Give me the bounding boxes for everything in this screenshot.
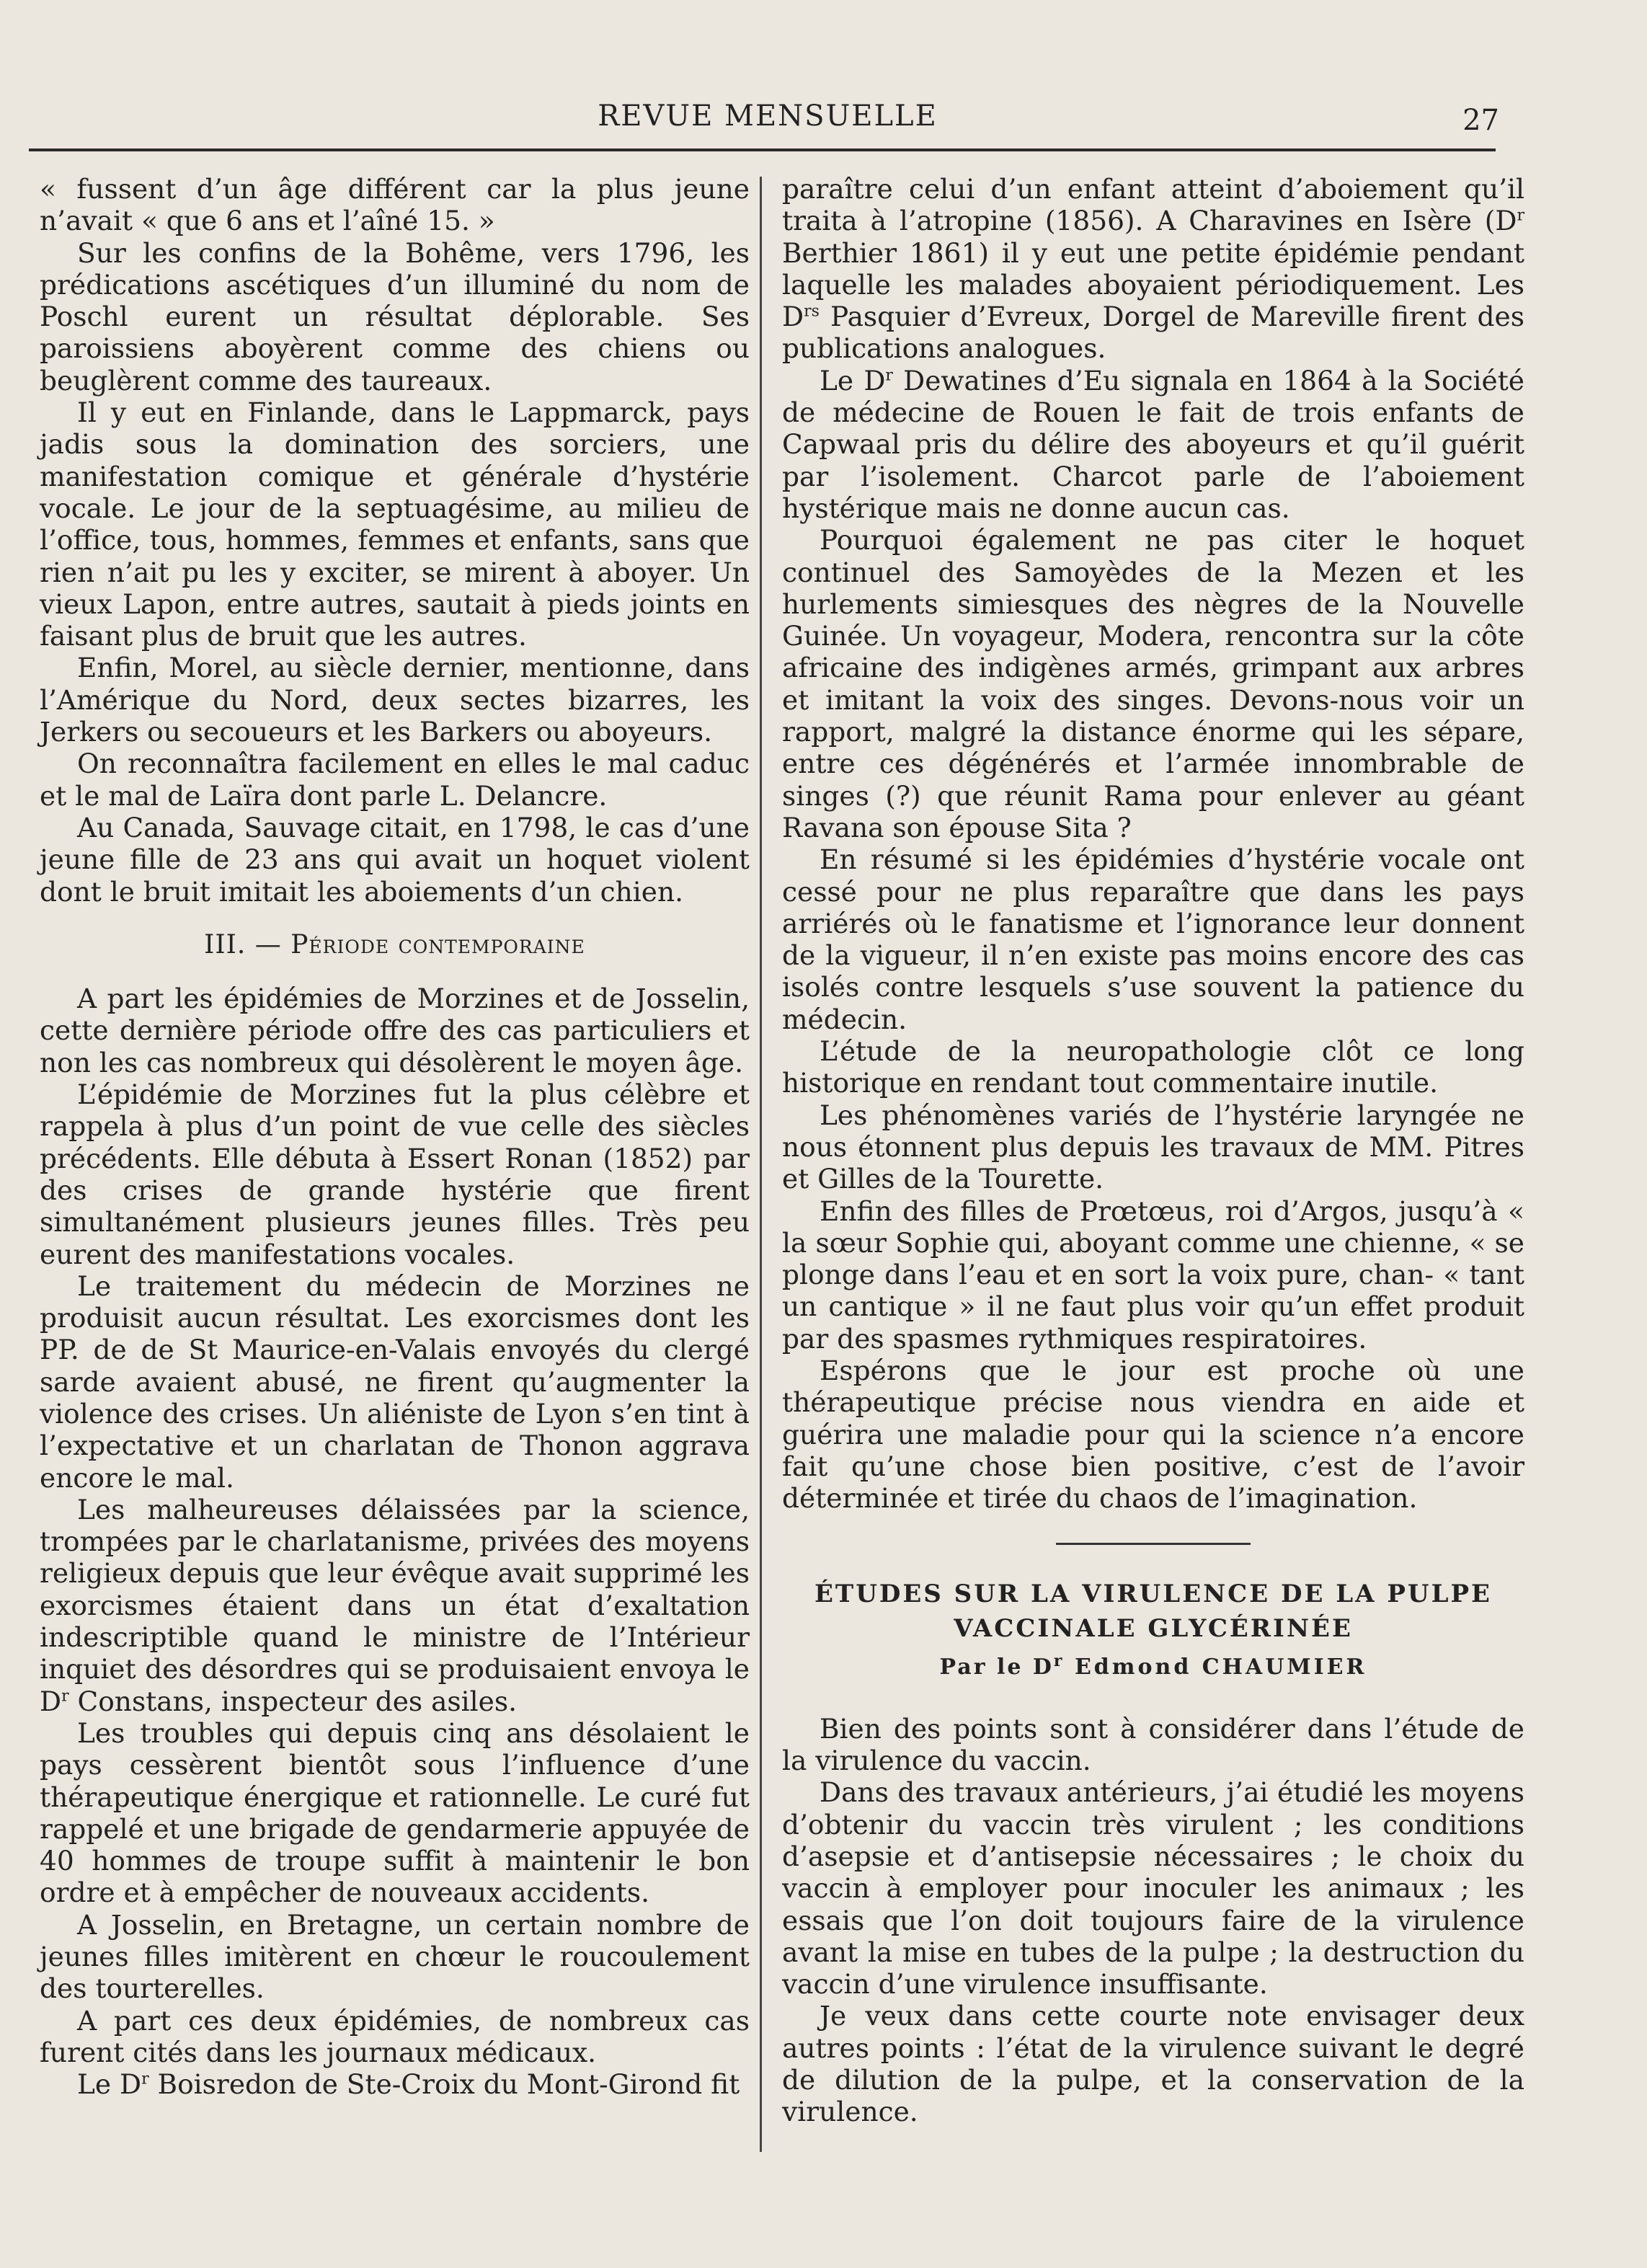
paragraph: On reconnaîtra facilement en elles le mal caduc et le mal de Laïra dont parle L. Delancre. xyxy=(40,748,750,812)
text-run: Pasquier d’Evreux, Dorgel de Mareville firent des publications analogues. xyxy=(782,301,1524,365)
superscript: r xyxy=(1053,1652,1065,1671)
section-title: Période contemporaine xyxy=(290,929,585,960)
paragraph: « fussent d’un âge différent car la plus jeune n’avait « que 6 ans et l’aîné 15. » xyxy=(40,173,750,237)
article-title-line2: VACCINALE GLYCÉRINÉE xyxy=(954,1614,1353,1644)
paragraph: L’épidémie de Morzines fut la plus célèbre et rappela à plus d’un point de vue celle des siècles précédents. Elle débuta à Essert Ronan (1852) par des crises de grande hystérie que firent simultanément plusieurs jeunes filles. Très peu eurent des manifestations vocales. xyxy=(40,1078,750,1270)
paragraph: Au Canada, Sauvage citait, en 1798, le cas d’une jeune fille de 23 ans qui avait un hoquet violent dont le bruit imitait les aboiements d’un chien. xyxy=(40,811,750,908)
paragraph: Sur les confins de la Bohême, vers 1796, les prédications ascétiques d’un illuminé du nom de Poschl eurent un résultat déplorable. Ses paroissiens aboyèrent comme des chiens ou beuglèrent comme des taureaux. xyxy=(40,236,750,397)
paragraph: Dans des travaux antérieurs, j’ai étudié les moyens d’obtenir du vaccin très virulent ; les conditions d’asepsie et d’antisepsie nécessaires ; le choix du vaccin à employer pour inoculer les animaux ; les essais que l’on doit toujours faire de la virulence avant la mise en tubes de la pulpe ; la destruction du vaccin d’une virulence insuffisante. xyxy=(782,1776,1524,2001)
section-heading xyxy=(40,929,750,961)
text-run: Les malheureuses délaissées par la science, trompées par le charlatanisme, privées des moyens religieux depuis que leur évêque avait supprimé les exorcismes étaient dans un état d’exaltation indescriptible quand le ministre de l’Intérieur inquiet des désordres qui se produisaient envoya le D xyxy=(40,1493,750,1717)
superscript: rs xyxy=(804,302,820,321)
superscript: r xyxy=(61,1687,69,1706)
text-run: Constans, inspecteur des asiles. xyxy=(68,1685,518,1717)
paragraph: A part ces deux épidémies, de nombreux cas furent cités dans les journaux médicaux. xyxy=(40,2004,750,2068)
paragraph: Enfin, Morel, au siècle dernier, mentionne, dans l’Amérique du Nord, deux sectes bizarres, les Jerkers ou secoueurs et les Barkers ou aboyeurs. xyxy=(40,652,750,748)
text-run: paraître celui d’un enfant atteint d’aboiement qu’il traita à l’atropine (1856). A Charavines en Isère (D xyxy=(782,173,1524,237)
paragraph: A Josselin, en Bretagne, un certain nombre de jeunes filles imitèrent en chœur le roucoulement des tourterelles. xyxy=(40,1908,750,2005)
paragraph: Pourquoi également ne pas citer le hoquet continuel des Samoyèdes de la Mezen et les hurlements simiesques des nègres de la Nouvelle Guinée. Un voyageur, Modera, rencontra sur la côte africaine des indigènes armés, grimpant aux arbres et imitant la voix des singes. Devons-nous voir un rapport, malgré la distance énorme qui les sépare, entre ces dégénérés et l’armée innombrable de singes (?) que réunit Rama pour enlever au géant Ravana son épouse Sita ? xyxy=(782,524,1524,843)
paragraph xyxy=(782,173,1524,365)
text-run: Boisredon de Ste-Croix du Mont-Girond fit xyxy=(148,2068,740,2101)
article-separator xyxy=(1056,1543,1251,1545)
paragraph: A part les épidémies de Morzines et de Josselin, cette dernière période offre des cas particuliers et non les cas nombreux qui désolèrent le moyen âge. xyxy=(40,983,750,1078)
right-column xyxy=(782,173,1524,2128)
header-rule xyxy=(29,149,1496,151)
running-title: REVUE MENSUELLE xyxy=(598,99,938,133)
column-divider xyxy=(760,177,762,2152)
paragraph: Les phénomènes variés de l’hystérie laryngée ne nous étonnent plus depuis les travaux de MM. Pitres et Gilles de la Tourette. xyxy=(782,1099,1524,1195)
text-run: Par le D xyxy=(939,1655,1054,1680)
text-run: Berthier 1861) il y eut une petite épidémie pendant laquelle les malades aboyaient périodiquement. Les D xyxy=(782,236,1524,333)
paragraph: L’étude de la neuropathologie clôt ce long historique en rendant tout commentaire inutile. xyxy=(782,1035,1524,1099)
paragraph xyxy=(40,1494,750,1717)
paragraph: Enfin des filles de Prœtœus, roi d’Argos, jusqu’à « la sœur Sophie qui, aboyant comme une chienne, « se plonge dans l’eau et en sort la voix pure, chan- « tant un cantique » il ne faut plus voir qu’un effet produit par des spasmes rythmiques respiratoires. xyxy=(782,1195,1524,1355)
section-number: III. — xyxy=(204,929,282,960)
author-name: Edmond CHAUMIER xyxy=(1064,1655,1367,1680)
left-column xyxy=(40,173,750,2101)
paragraph: Espérons que le jour est proche où une thérapeutique précise nous viendra en aide et guérira une maladie pour qui la science n’a encore fait qu’une chose bien positive, c’est de l’avoir déterminée et tirée du chaos de l’imagination. xyxy=(782,1354,1524,1515)
paragraph: Les troubles qui depuis cinq ans désolaient le pays cessèrent bientôt sous l’influence d’une thérapeutique énergique et rationnelle. Le curé fut rappelé et une brigade de gendarmerie appuyée de 40 hommes de troupe suffit à maintenir le bon ordre et à empêcher de nouveaux accidents. xyxy=(40,1716,750,1909)
paragraph: En résumé si les épidémies d’hystérie vocale ont cessé pour ne plus reparaître que dans les pays arriérés où le fanatisme et l’ignorance leur donnent de la vigueur, il n’en existe pas moins encore des cas isolés contre lesquels s’use souvent la patience du médecin. xyxy=(782,843,1524,1035)
superscript: r xyxy=(1517,206,1524,225)
paragraph: Bien des points sont à considérer dans l’étude de la virulence du vaccin. xyxy=(782,1712,1524,1777)
article-author xyxy=(782,1652,1524,1683)
page-number: 27 xyxy=(1462,104,1499,137)
text-run: Dewatines d’Eu signala en 1864 à la Société de médecine de Rouen le fait de trois enfants de Capwaal pris du délire des aboyeurs et qu’il guérit par l’isolement. Charcot parle de l’aboiement hystérique mais ne donne aucun cas. xyxy=(782,364,1524,524)
paragraph xyxy=(40,2068,750,2100)
running-head xyxy=(36,94,1499,137)
paragraph: Le traitement du médecin de Morzines ne produisit aucun résultat. Les exorcismes dont les PP. de de St Maurice-en-Valais envoyés du clergé sarde avaient abusé, ne firent qu’augmenter la violence des crises. Un aliéniste de Lyon s’en tint à l’expectative et un charlatan de Thonon aggrava encore le mal. xyxy=(40,1270,750,1494)
superscript: r xyxy=(141,2070,149,2088)
text-run: Le D xyxy=(77,2068,142,2101)
superscript: r xyxy=(885,366,893,385)
paragraph xyxy=(782,365,1524,524)
text-run: Le D xyxy=(820,364,886,397)
article-title: ÉTUDES SUR LA VIRULENCE DE LA PULPE xyxy=(814,1580,1492,1609)
paragraph: Il y eut en Finlande, dans le Lappmarck, pays jadis sous la domination des sorciers, une manifestation comique et générale d’hystérie vocale. Le jour de la septuagésime, au milieu de l’office, tous, hommes, femmes et enfants, sans que rien n’ait pu les y exciter, se mirent à aboyer. Un vieux Lapon, entre autres, sautait à pieds joints en faisant plus de bruit que les autres. xyxy=(40,397,750,652)
paragraph: Je veux dans cette courte note envisager deux autres points : l’état de la virulence suivant le degré de dilution de la pulpe, et la conservation de la virulence. xyxy=(782,2000,1524,2128)
